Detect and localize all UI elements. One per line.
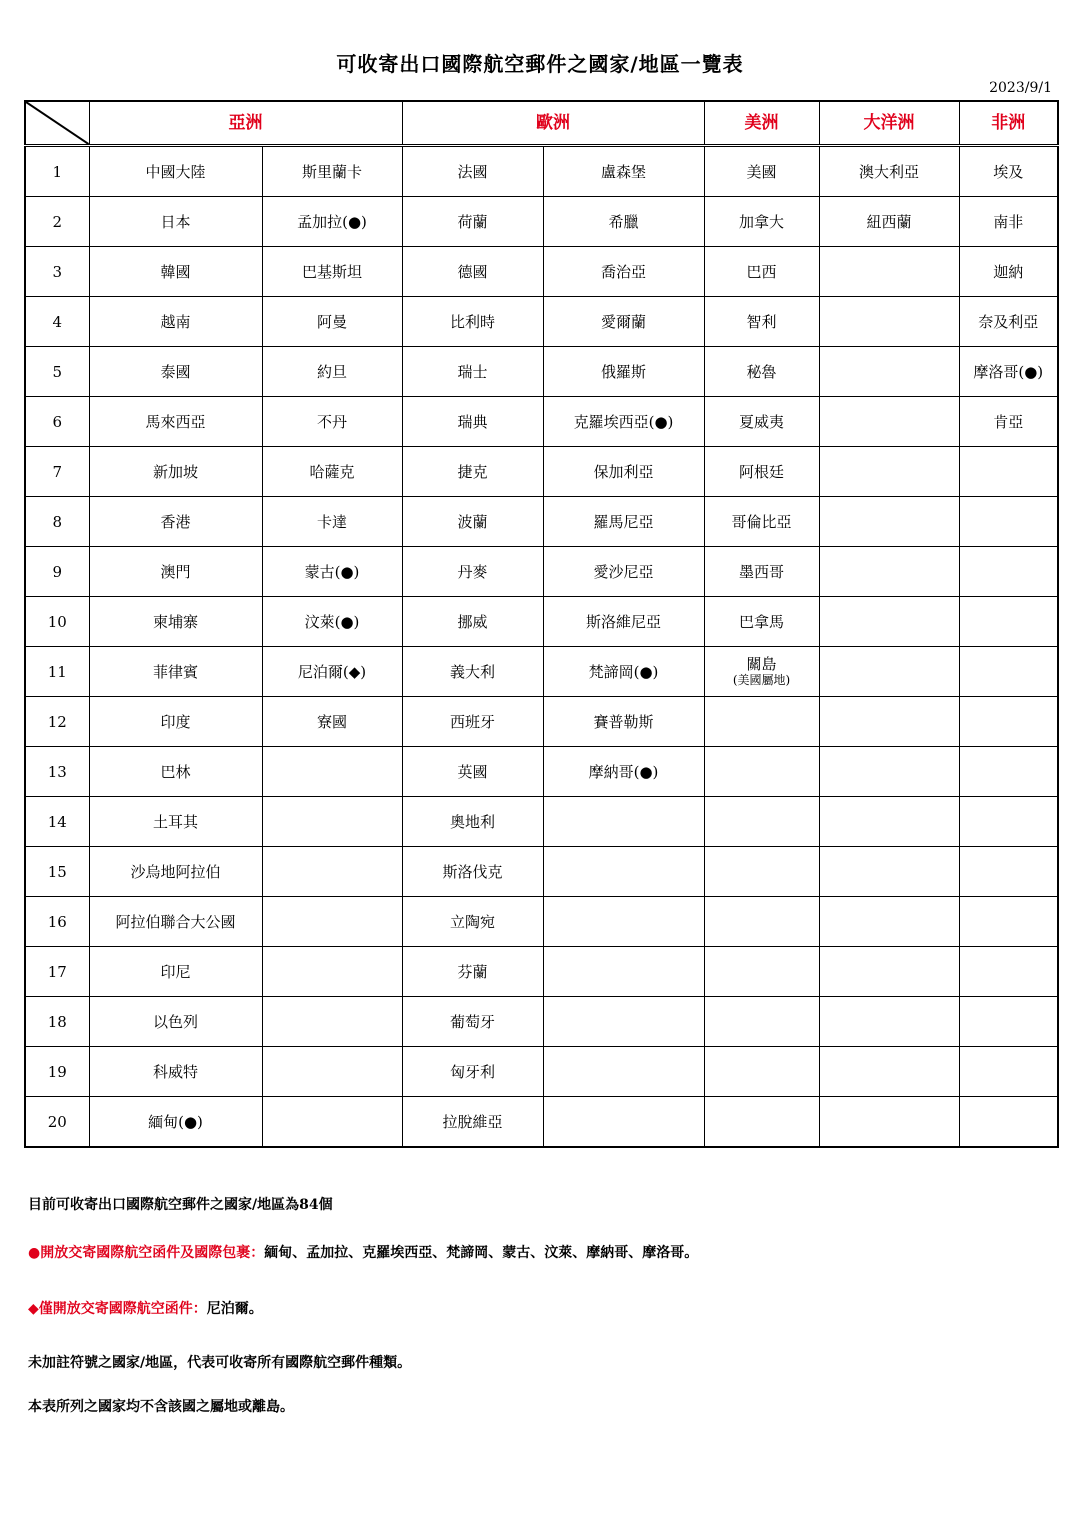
europe-cell-2: 希臘: [543, 197, 704, 247]
asia-cell-1: 緬甸(●): [89, 1097, 262, 1148]
africa-cell: [959, 1047, 1058, 1097]
europe-cell-2: [543, 1097, 704, 1148]
americas-cell: [704, 847, 819, 897]
europe-cell-1: 斯洛伐克: [402, 847, 543, 897]
europe-cell-2: 克羅埃西亞(●): [543, 397, 704, 447]
table-row: [25, 547, 1058, 597]
asia-cell-1: 中國大陸: [89, 146, 262, 197]
africa-cell: 埃及: [959, 146, 1058, 197]
asia-cell-2: 汶萊(●): [262, 597, 402, 647]
note-diamond: [28, 1298, 263, 1318]
asia-cell-1: 菲律賓: [89, 647, 262, 697]
asia-cell-1: 新加坡: [89, 447, 262, 497]
asia-cell-1: 柬埔寨: [89, 597, 262, 647]
americas-cell: 秘魯: [704, 347, 819, 397]
europe-cell-2: 賽普勒斯: [543, 697, 704, 747]
africa-cell: [959, 797, 1058, 847]
europe-cell-2: 保加利亞: [543, 447, 704, 497]
header-asia: 亞洲: [89, 101, 402, 146]
row-number: 2: [25, 197, 89, 247]
europe-cell-2: [543, 947, 704, 997]
row-number: 12: [25, 697, 89, 747]
asia-cell-2: [262, 847, 402, 897]
africa-cell: [959, 647, 1058, 697]
asia-cell-2: [262, 947, 402, 997]
americas-cell: [704, 797, 819, 847]
europe-cell-1: 瑞士: [402, 347, 543, 397]
note-exclusion: 本表所列之國家均不含該國之屬地或離島。: [28, 1399, 294, 1415]
oceania-cell: [819, 997, 959, 1047]
table-row: [25, 247, 1058, 297]
americas-cell-name: 關島: [746, 655, 777, 674]
africa-cell: 摩洛哥(●): [959, 347, 1058, 397]
americas-cell: 巴西: [704, 247, 819, 297]
country-table: [24, 100, 1059, 1148]
asia-cell-1: 土耳其: [89, 797, 262, 847]
europe-cell-2: [543, 797, 704, 847]
africa-cell: [959, 497, 1058, 547]
europe-cell-1: 奧地利: [402, 797, 543, 847]
americas-cell: 美國: [704, 146, 819, 197]
page-title: 可收寄出口國際航空郵件之國家/地區一覽表: [336, 52, 744, 76]
europe-cell-1: 波蘭: [402, 497, 543, 547]
americas-cell: [704, 947, 819, 997]
asia-cell-1: 以色列: [89, 997, 262, 1047]
africa-cell: 迦納: [959, 247, 1058, 297]
africa-cell: [959, 597, 1058, 647]
note-dot-list: 緬甸、孟加拉、克羅埃西亞、梵諦岡、蒙古、汶萊、摩納哥、摩洛哥。: [264, 1245, 699, 1261]
row-number: 5: [25, 347, 89, 397]
table-row: [25, 497, 1058, 547]
oceania-cell: [819, 447, 959, 497]
table-row: [25, 297, 1058, 347]
africa-cell: [959, 747, 1058, 797]
africa-cell: [959, 547, 1058, 597]
oceania-cell: [819, 547, 959, 597]
americas-cell: [704, 997, 819, 1047]
asia-cell-2: 約旦: [262, 347, 402, 397]
europe-cell-1: 拉脫維亞: [402, 1097, 543, 1148]
africa-cell: [959, 847, 1058, 897]
table-row: [25, 847, 1058, 897]
row-number: 4: [25, 297, 89, 347]
note-dot: [28, 1242, 698, 1262]
europe-cell-2: 愛爾蘭: [543, 297, 704, 347]
header-americas: 美洲: [704, 101, 819, 146]
asia-cell-1: 馬來西亞: [89, 397, 262, 447]
asia-cell-2: [262, 1047, 402, 1097]
asia-cell-1: 韓國: [89, 247, 262, 297]
africa-cell: [959, 997, 1058, 1047]
table-row: [25, 397, 1058, 447]
americas-cell: 智利: [704, 297, 819, 347]
europe-cell-1: 比利時: [402, 297, 543, 347]
americas-cell: 夏威夷: [704, 397, 819, 447]
americas-cell: [704, 697, 819, 747]
asia-cell-2: 孟加拉(●): [262, 197, 402, 247]
asia-cell-2: [262, 997, 402, 1047]
europe-cell-2: [543, 997, 704, 1047]
europe-cell-2: [543, 847, 704, 897]
oceania-cell: [819, 747, 959, 797]
table-row: [25, 597, 1058, 647]
europe-cell-2: 愛沙尼亞: [543, 547, 704, 597]
europe-cell-1: 芬蘭: [402, 947, 543, 997]
table-row: [25, 146, 1058, 197]
row-number: 7: [25, 447, 89, 497]
oceania-cell: [819, 797, 959, 847]
europe-cell-2: [543, 897, 704, 947]
oceania-cell: 紐西蘭: [819, 197, 959, 247]
europe-cell-1: 丹麥: [402, 547, 543, 597]
asia-cell-1: 沙烏地阿拉伯: [89, 847, 262, 897]
asia-cell-1: 香港: [89, 497, 262, 547]
row-number: 3: [25, 247, 89, 297]
africa-cell: [959, 697, 1058, 747]
table-row: [25, 747, 1058, 797]
asia-cell-2: 不丹: [262, 397, 402, 447]
africa-cell: [959, 447, 1058, 497]
europe-cell-2: [543, 1047, 704, 1097]
row-number: 8: [25, 497, 89, 547]
oceania-cell: [819, 897, 959, 947]
americas-cell: [704, 897, 819, 947]
note-unmarked: 未加註符號之國家/地區，代表可收寄所有國際航空郵件種類。: [28, 1355, 412, 1371]
europe-cell-1: 捷克: [402, 447, 543, 497]
table-row: [25, 1047, 1058, 1097]
europe-cell-1: 葡萄牙: [402, 997, 543, 1047]
header-europe: 歐洲: [402, 101, 704, 146]
table-row: [25, 797, 1058, 847]
oceania-cell: [819, 947, 959, 997]
asia-cell-2: [262, 1097, 402, 1148]
europe-cell-2: 梵諦岡(●): [543, 647, 704, 697]
africa-cell: 肯亞: [959, 397, 1058, 447]
asia-cell-1: 印度: [89, 697, 262, 747]
europe-cell-1: 匈牙利: [402, 1047, 543, 1097]
europe-cell-1: 西班牙: [402, 697, 543, 747]
africa-cell: 奈及利亞: [959, 297, 1058, 347]
table-row: [25, 997, 1058, 1047]
europe-cell-2: 斯洛維尼亞: [543, 597, 704, 647]
note-diamond-label: ◆僅開放交寄國際航空函件：: [28, 1301, 207, 1317]
americas-cell: [704, 747, 819, 797]
row-number: 17: [25, 947, 89, 997]
oceania-cell: [819, 847, 959, 897]
oceania-cell: [819, 297, 959, 347]
table-row: [25, 947, 1058, 997]
americas-cell: 哥倫比亞: [704, 497, 819, 547]
oceania-cell: [819, 1047, 959, 1097]
row-number: 11: [25, 647, 89, 697]
asia-cell-2: 卡達: [262, 497, 402, 547]
row-number: 20: [25, 1097, 89, 1148]
note-total: 目前可收寄出口國際航空郵件之國家/地區為84個: [28, 1197, 333, 1213]
americas-cell: 加拿大: [704, 197, 819, 247]
asia-cell-2: 巴基斯坦: [262, 247, 402, 297]
header-oceania: 大洋洲: [819, 101, 959, 146]
oceania-cell: [819, 597, 959, 647]
oceania-cell: [819, 397, 959, 447]
europe-cell-1: 義大利: [402, 647, 543, 697]
row-number: 10: [25, 597, 89, 647]
europe-cell-1: 荷蘭: [402, 197, 543, 247]
americas-cell: 阿根廷: [704, 447, 819, 497]
asia-cell-2: [262, 897, 402, 947]
europe-cell-1: 立陶宛: [402, 897, 543, 947]
europe-cell-1: 挪威: [402, 597, 543, 647]
asia-cell-2: [262, 797, 402, 847]
oceania-cell: [819, 1097, 959, 1148]
asia-cell-1: 科威特: [89, 1047, 262, 1097]
europe-cell-2: 羅馬尼亞: [543, 497, 704, 547]
table-row: [25, 347, 1058, 397]
table-row: [25, 197, 1058, 247]
americas-cell: [704, 1047, 819, 1097]
asia-cell-1: 阿拉伯聯合大公國: [89, 897, 262, 947]
diagonal-line: [26, 102, 89, 144]
row-number: 9: [25, 547, 89, 597]
europe-cell-2: 摩納哥(●): [543, 747, 704, 797]
row-number: 16: [25, 897, 89, 947]
asia-cell-1: 越南: [89, 297, 262, 347]
africa-cell: 南非: [959, 197, 1058, 247]
europe-cell-2: 盧森堡: [543, 146, 704, 197]
africa-cell: [959, 897, 1058, 947]
row-number: 19: [25, 1047, 89, 1097]
asia-cell-1: 巴林: [89, 747, 262, 797]
europe-cell-2: 喬治亞: [543, 247, 704, 297]
row-number: 13: [25, 747, 89, 797]
asia-cell-1: 日本: [89, 197, 262, 247]
americas-cell: 墨西哥: [704, 547, 819, 597]
oceania-cell: [819, 347, 959, 397]
row-number: 14: [25, 797, 89, 847]
table-row: [25, 647, 1058, 697]
oceania-cell: [819, 647, 959, 697]
row-number: 18: [25, 997, 89, 1047]
asia-cell-2: 尼泊爾(◆): [262, 647, 402, 697]
row-number: 6: [25, 397, 89, 447]
asia-cell-1: 澳門: [89, 547, 262, 597]
asia-cell-1: 泰國: [89, 347, 262, 397]
asia-cell-2: 蒙古(●): [262, 547, 402, 597]
asia-cell-2: 寮國: [262, 697, 402, 747]
americas-cell: [704, 647, 819, 697]
header-row: [25, 101, 1058, 146]
africa-cell: [959, 947, 1058, 997]
asia-cell-1: 印尼: [89, 947, 262, 997]
note-dot-label: ●開放交寄國際航空函件及國際包裹：: [28, 1245, 265, 1261]
americas-cell: 巴拿馬: [704, 597, 819, 647]
africa-cell: [959, 1097, 1058, 1148]
asia-cell-2: [262, 747, 402, 797]
table-row: [25, 697, 1058, 747]
table-row: [25, 1097, 1058, 1148]
oceania-cell: [819, 497, 959, 547]
americas-cell: [704, 1097, 819, 1148]
row-number: 1: [25, 146, 89, 197]
americas-cell-note: (美國屬地): [732, 673, 791, 688]
asia-cell-2: 斯里蘭卡: [262, 146, 402, 197]
header-africa: 非洲: [959, 101, 1058, 146]
document-date: 2023/9/1: [989, 80, 1052, 96]
europe-cell-1: 法國: [402, 146, 543, 197]
oceania-cell: [819, 697, 959, 747]
asia-cell-2: 哈薩克: [262, 447, 402, 497]
table-row: [25, 897, 1058, 947]
oceania-cell: 澳大利亞: [819, 146, 959, 197]
asia-cell-2: 阿曼: [262, 297, 402, 347]
note-diamond-list: 尼泊爾。: [206, 1301, 263, 1317]
europe-cell-2: 俄羅斯: [543, 347, 704, 397]
europe-cell-1: 瑞典: [402, 397, 543, 447]
table-row: [25, 447, 1058, 497]
oceania-cell: [819, 247, 959, 297]
corner-cell: [25, 101, 89, 146]
europe-cell-1: 英國: [402, 747, 543, 797]
row-number: 15: [25, 847, 89, 897]
europe-cell-1: 德國: [402, 247, 543, 297]
